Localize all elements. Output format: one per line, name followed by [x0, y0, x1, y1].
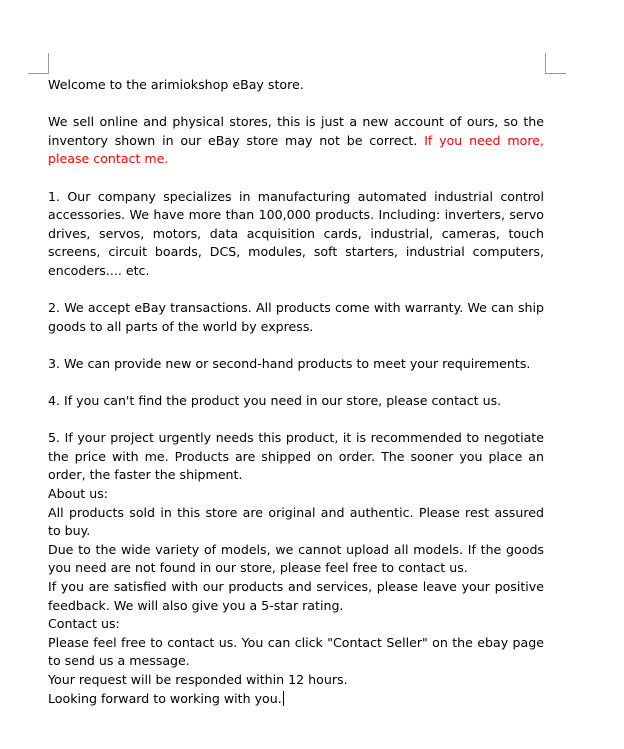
welcome-line: Welcome to the arimiokshop eBay store.	[48, 77, 304, 92]
blank-line	[48, 374, 544, 393]
about-heading: About us:	[48, 486, 109, 502]
point-1: 1. Our company specializes in manufacturing automated industrial control accessories. We have more than 100,000 products. Including: inverters, servo drives, servos, motors, data acquisition cards, industrial, cameras, touch screens, circuit boards, DCS, modules, soft starters, industrial computers, encoders.... etc.	[48, 188, 544, 278]
margin-corner-mark-left	[28, 53, 49, 74]
about-line-3: If you are satisfied with our products and services, please leave your positive feedback. We will also give you a 5-star rating.	[48, 579, 544, 613]
contact-line-3	[48, 690, 544, 709]
point-4: 4. If you can't find the product you need in our store, please contact us.	[48, 393, 502, 409]
blank-line	[48, 95, 544, 114]
blank-line	[48, 411, 544, 430]
closing-text: Looking forward to working with you.	[48, 690, 282, 706]
text-cursor	[283, 691, 284, 706]
intro-text: We sell online and physical stores, this is just a new account of ours, so the inventory shown in our eBay store may not be correct.	[48, 114, 544, 148]
blank-line	[48, 336, 544, 355]
about-line-2: Due to the wide variety of models, we cannot upload all models. If the goods you need are not found in our store, please feel free to contact us.	[48, 541, 544, 576]
contact-line-1: Please feel free to contact us. You can click "Contact Seller" on the ebay page to send us a message.	[48, 634, 544, 669]
contact-heading: Contact us:	[48, 616, 120, 632]
document-body[interactable]	[48, 76, 544, 708]
point-2: 2. We accept eBay transactions. All products come with warranty. We can ship goods to all parts of the world by express.	[48, 300, 544, 334]
blank-line	[48, 169, 544, 188]
intro-highlight: If you need more, please contact me.	[48, 132, 544, 167]
point-3: 3. We can provide new or second-hand products to meet your requirements.	[48, 355, 531, 371]
point-5: 5. If your project urgently needs this product, it is recommended to negotiate the price with me. Products are shipped on order. The sooner you place an order, the faster the shipment.	[48, 430, 544, 483]
blank-line	[48, 281, 544, 300]
about-line-1: All products sold in this store are original and authentic. Please rest assured to buy.	[48, 504, 544, 539]
intro-paragraph	[48, 113, 544, 169]
margin-corner-mark-right	[545, 53, 566, 74]
contact-line-2: Your request will be responded within 12 hours.	[48, 672, 348, 687]
